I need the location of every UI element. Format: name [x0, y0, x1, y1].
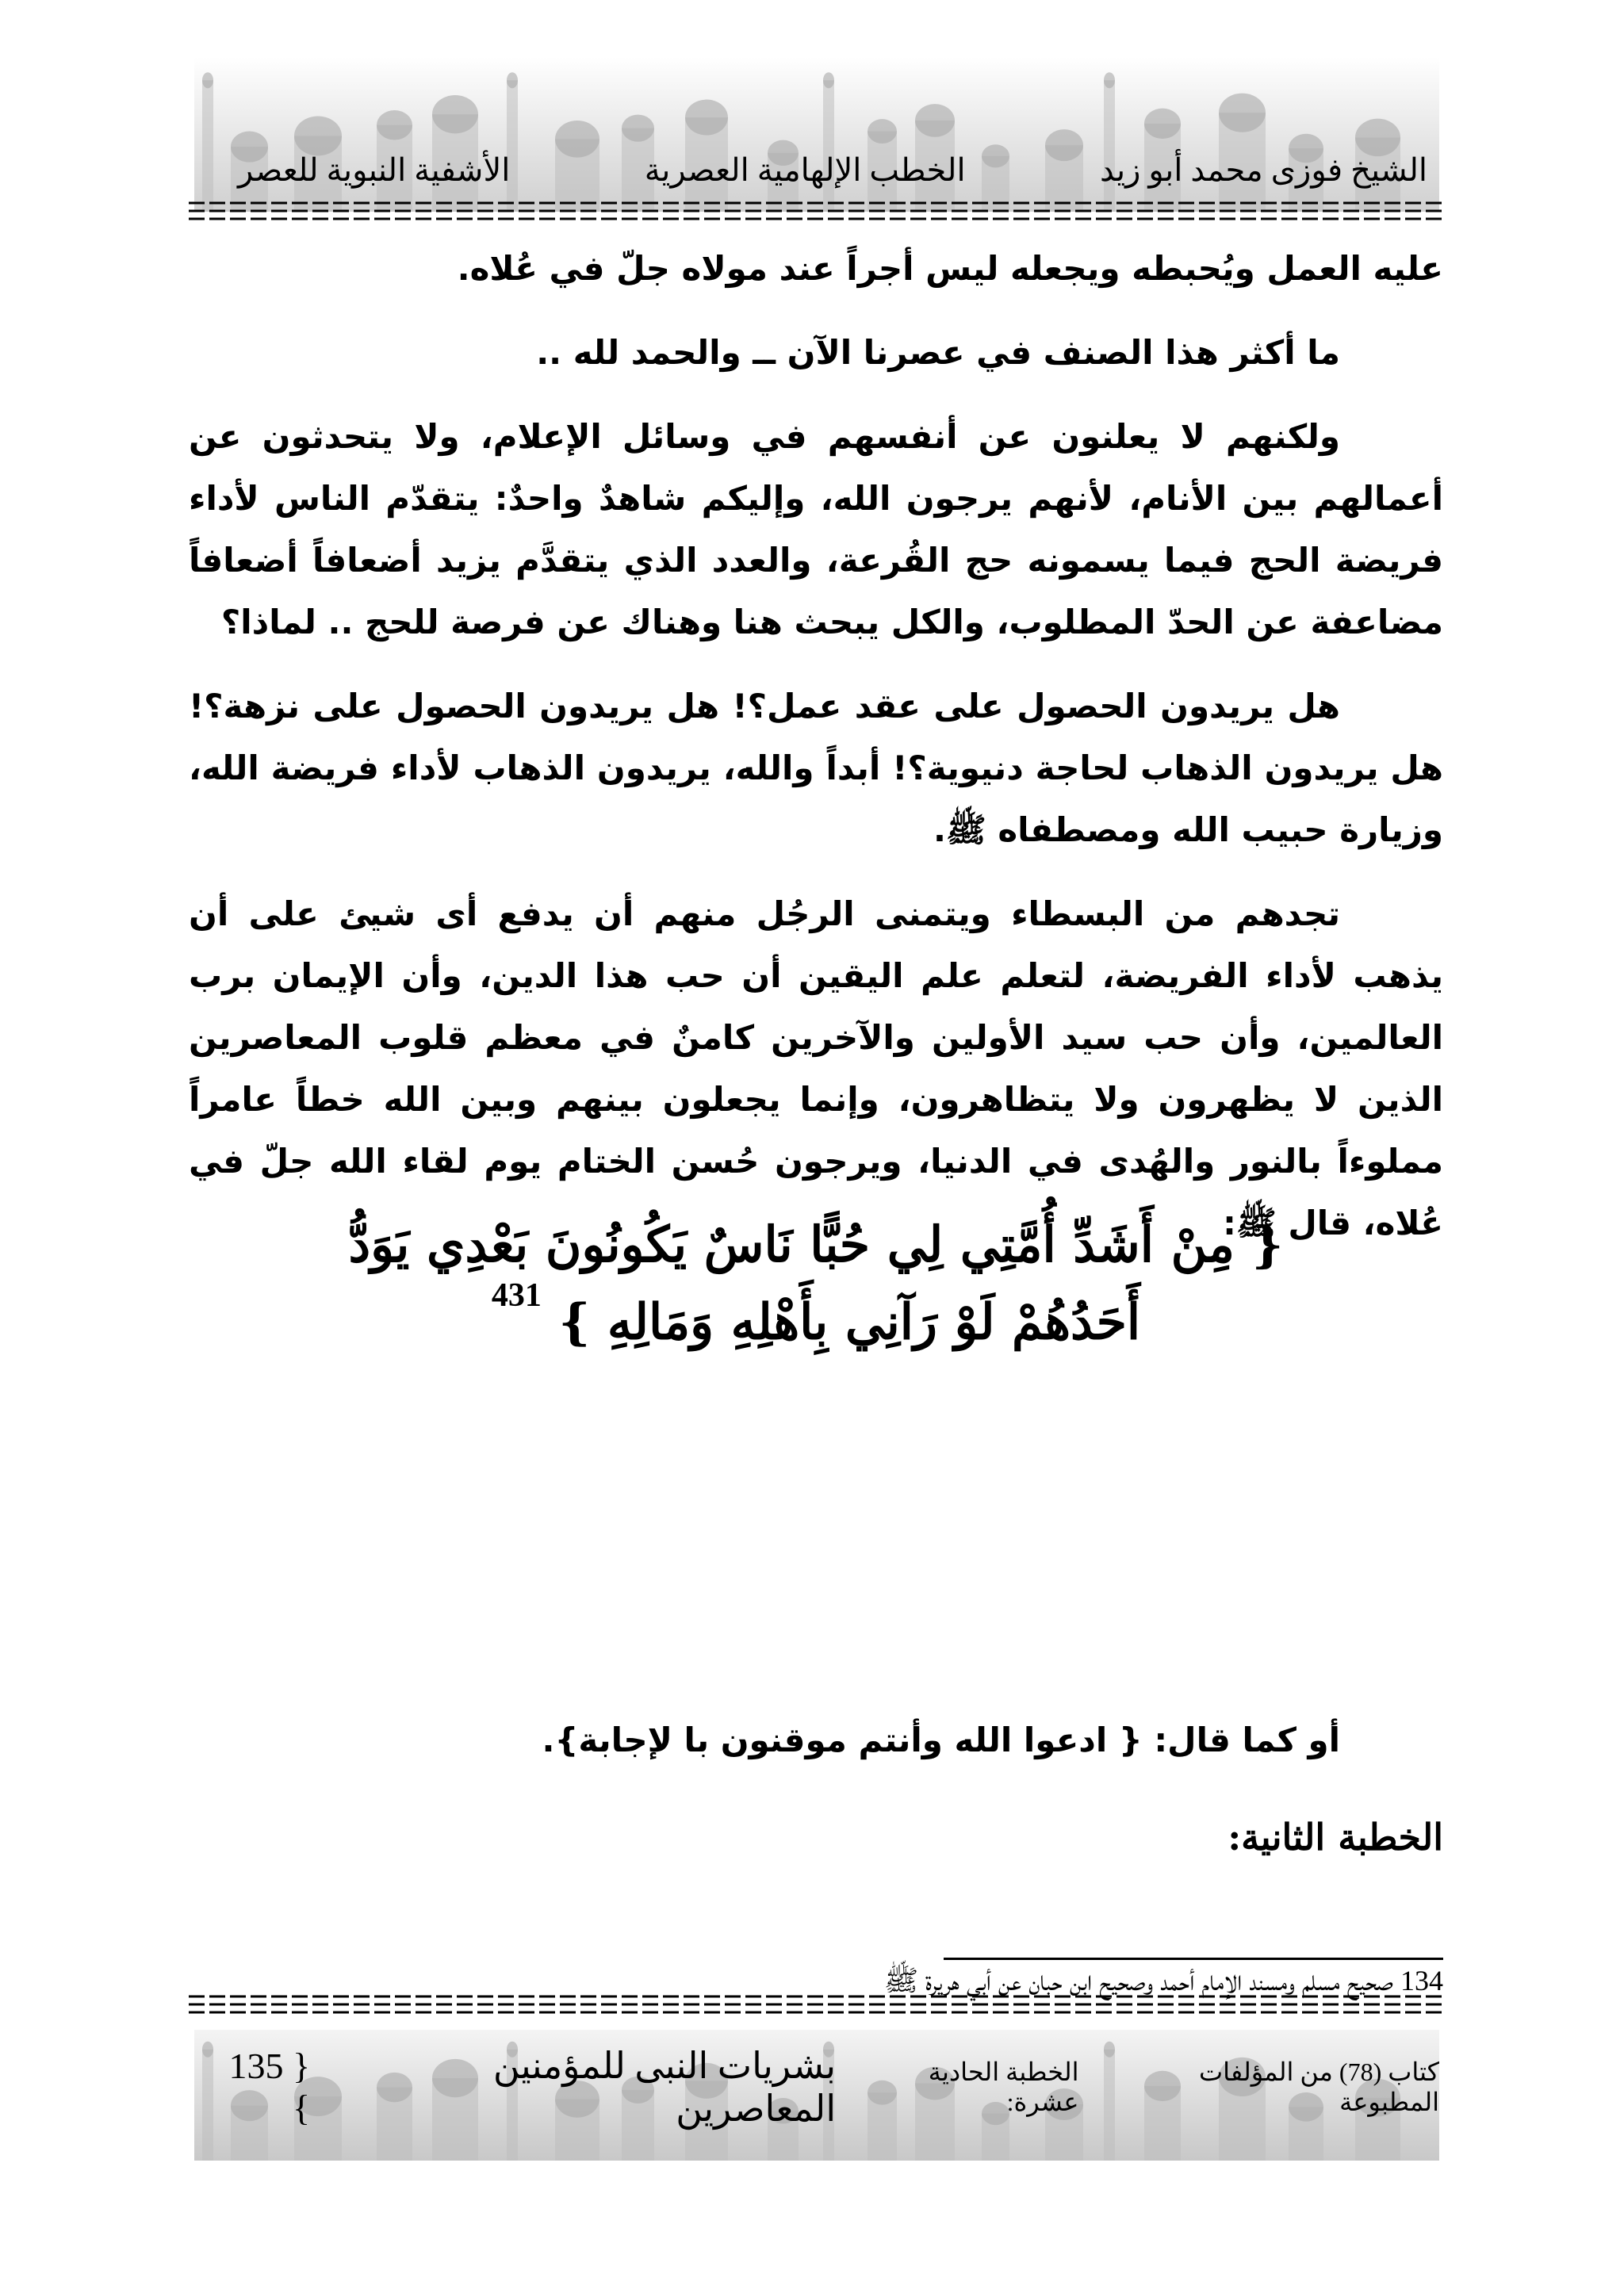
running-header [238, 147, 1427, 192]
section-heading: الخطبة الثانية: [1228, 1816, 1443, 1859]
paragraph-1: عليه العمل ويُحبطه ويجعله ليس أجراً عند مولاه جلّ في عُلاه. [457, 249, 1443, 288]
footnote-separator [944, 1958, 1443, 1960]
header-book: الأشفية النبوية للعصر [238, 151, 511, 188]
footer-double-rule [189, 1990, 1443, 2019]
paragraph-3: ولكنهم لا يعلنون عن أنفسهم في وسائل الإعلام، ولا يتحدثون عن أعمالهم بين الأنام، لأنهم يرجون الله، وإليكم شاهدٌ واحدٌ: يتقدّم الناس لأداء فريضة الحج فيما يسمونه حج القُرعة، والعدد الذي يتقدَّم يزيد أضعافاً أضعافاً مضاعفة عن الحدّ المطلوب، والكل يبحث هنا وهناك عن فرصة للحج .. لماذا؟ [189, 417, 1443, 641]
main-text [189, 238, 1443, 1277]
header-series: الخطب الإلهامية العصرية [644, 151, 966, 188]
header-author: الشيخ فوزى محمد أبو زيد [1099, 151, 1427, 188]
closing-line: أو كما قال: { ادعوا الله وأنتم موقنون با لإجابة}. [542, 1721, 1340, 1759]
footnote-reference: 431 [491, 1277, 542, 1314]
minaret-shape [202, 72, 213, 212]
page-number: { 135 } [228, 2046, 311, 2128]
hadith-quote [189, 1212, 1443, 1356]
footer-book-number: كتاب (78) من المؤلفات المطبوعة [1198, 2058, 1439, 2116]
hadith-line-1: { مِنْ أَشَدِّ أُمَّتِي لِي حُبًّا نَاسٌ يَكُونُونَ بَعْدِي يَوَدُّ [348, 1215, 1284, 1273]
paragraph-2: ما أكثر هذا الصنف في عصرنا الآن ــ والحمد لله .. [536, 333, 1340, 372]
running-footer [202, 2046, 1439, 2129]
header-double-rule [189, 197, 1443, 225]
footnote: 134 صحيح مسلم ومسند الإمام أحمد وصحيح ابن حبان عن أبي هريرة ﷺ [883, 1965, 1443, 1996]
footer-title: بشريات النبى للمؤمنين المعاصرين [492, 2046, 837, 2129]
paragraph-4: هل يريدون الحصول على عقد عمل؟! هل يريدون الحصول على نزهة؟! هل يريدون الذهاب لحاجة دنيوية؟! أبداً والله، يريدون الذهاب لأداء فريضة الله، وزيارة حبيب الله ومصطفاه ﷺ. [189, 687, 1443, 849]
paragraph-5: تجدهم من البسطاء ويتمنى الرجُل منهم أن يدفع أى شيئ على أن يذهب لأداء الفريضة، لتعلم علم اليقين أن حب هذا الدين، وأن الإيمان برب العالمين، وأن حب سيد الأولين والآخرين كامنٌ في معظم قلوب المعاصرين الذين لا يظهرون ولا يتظاهرون، وإنما يجعلون بينهم وبين الله خطاً عامراً مملوءاً بالنور والهُدى في الدنيا، ويرجون حُسن الختام يوم لقاء الله جلّ في عُلاه، قال ﷺ: [189, 894, 1443, 1242]
hadith-line-2-wrap [189, 1278, 1443, 1356]
footer-khutba-label: الخطبة الحادية عشرة: [928, 2058, 1079, 2116]
hadith-line-2: أَحَدُهُمْ لَوْ رَآنِي بِأَهْلِهِ وَمَالِهِ } [558, 1292, 1141, 1351]
